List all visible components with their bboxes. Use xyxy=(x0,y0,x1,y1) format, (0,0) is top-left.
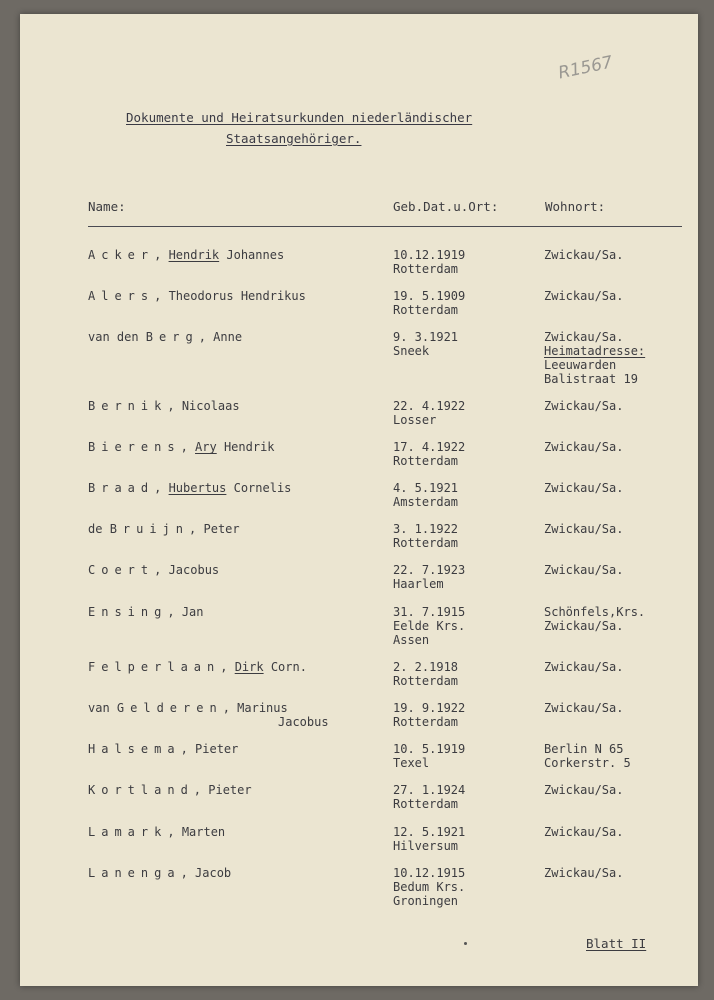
surname: Kortland xyxy=(88,783,194,797)
surname: Lamark xyxy=(88,825,168,839)
name-separator: , xyxy=(180,742,196,756)
birth-cell xyxy=(393,399,465,427)
residence-cell xyxy=(544,481,623,495)
name-cell xyxy=(88,825,278,839)
given-name-underlined: Dirk xyxy=(234,660,264,674)
name-cell xyxy=(88,522,278,536)
given-name: Corn. xyxy=(263,660,307,674)
birth-cell xyxy=(393,522,458,550)
column-header-name: Name: xyxy=(88,199,126,214)
birth-date: 12. 5.1921 xyxy=(393,825,466,839)
given-name-underlined: Hubertus xyxy=(168,481,227,495)
surname: Bierens xyxy=(88,440,181,454)
column-header-residence: Wohnort: xyxy=(545,199,606,214)
surname: Bernik xyxy=(88,399,168,413)
residence: Zwickau/Sa. xyxy=(544,330,624,344)
name-cell xyxy=(88,866,278,880)
name-cell xyxy=(88,330,278,344)
residence: Berlin N 65 xyxy=(544,742,624,756)
name-separator: , xyxy=(167,605,182,619)
birth-date: 10.12.1915 xyxy=(393,866,466,880)
name-cell xyxy=(88,783,278,797)
birth-cell xyxy=(393,440,465,468)
birth-place: Eelde Krs. xyxy=(393,619,466,633)
home-address-label: Heimatadresse: xyxy=(544,344,646,358)
surname: Berg xyxy=(145,330,199,344)
given-name: Theodorus Hendrikus xyxy=(168,289,306,303)
residence: Zwickau/Sa. xyxy=(544,866,624,880)
given-name: Hendrik xyxy=(216,440,275,454)
birth-date: 9. 3.1921 xyxy=(393,330,459,344)
birth-date: 19. 9.1922 xyxy=(393,701,466,715)
residence: Zwickau/Sa. xyxy=(544,660,624,674)
birth-date: 22. 4.1922 xyxy=(393,399,466,413)
residence-cell xyxy=(544,660,623,674)
birth-place: Sneek xyxy=(393,344,430,358)
birth-cell xyxy=(393,289,465,317)
surname: Braad xyxy=(88,481,155,495)
birth-place: Rotterdam xyxy=(393,303,459,317)
birth-cell xyxy=(393,605,465,647)
name-separator: , xyxy=(198,330,214,344)
given-name: Anne xyxy=(213,330,243,344)
birth-date: 10. 5.1919 xyxy=(393,742,466,756)
residence-cell xyxy=(544,605,645,633)
surname: Felperlaan xyxy=(88,660,221,674)
birth-date: 10.12.1919 xyxy=(393,248,466,262)
residence-cell xyxy=(544,783,623,797)
birth-place: Rotterdam xyxy=(393,536,459,550)
birth-date: 4. 5.1921 xyxy=(393,481,459,495)
name-separator: , xyxy=(193,783,209,797)
surname: Coert xyxy=(88,563,155,577)
surname: Acker xyxy=(88,248,155,262)
residence-line2: Leeuwarden xyxy=(544,358,617,372)
residence-cell xyxy=(544,440,623,454)
given-name: Jacobus xyxy=(168,563,220,577)
residence-cell xyxy=(544,866,623,880)
birth-place: Bedum Krs. xyxy=(393,880,466,894)
given-name-underlined: Hendrik xyxy=(168,248,220,262)
name-separator: , xyxy=(154,248,169,262)
name-separator: , xyxy=(154,289,169,303)
surname: Lanenga xyxy=(88,866,181,880)
birth-date: 3. 1.1922 xyxy=(393,522,459,536)
given-name: Pieter xyxy=(208,783,252,797)
birth-date: 2. 2.1918 xyxy=(393,660,459,674)
sheet-number: Blatt II xyxy=(586,936,647,951)
residence-cell xyxy=(544,522,623,536)
birth-date: 27. 1.1924 xyxy=(393,783,466,797)
birth-cell xyxy=(393,825,465,853)
given-name-underlined: Ary xyxy=(195,440,217,454)
given-name: Nicolaas xyxy=(181,399,240,413)
given-name: Pieter xyxy=(195,742,239,756)
name-separator: , xyxy=(189,522,204,536)
residence-cell xyxy=(544,399,623,413)
birth-cell xyxy=(393,660,458,688)
document-page xyxy=(20,14,698,986)
surname: Ensing xyxy=(88,605,168,619)
name-prefix: de xyxy=(88,522,110,536)
surname: Bruijn xyxy=(109,522,190,536)
name-cell xyxy=(88,440,278,454)
name-cell xyxy=(88,399,278,413)
birth-place: Amsterdam xyxy=(393,495,459,509)
residence: Zwickau/Sa. xyxy=(544,399,624,413)
residence: Zwickau/Sa. xyxy=(544,701,624,715)
birth-cell xyxy=(393,866,465,908)
residence: Zwickau/Sa. xyxy=(544,825,624,839)
residence: Zwickau/Sa. xyxy=(544,248,624,262)
birth-place: Texel xyxy=(393,756,430,770)
name-prefix: van den xyxy=(88,330,146,344)
birth-date: 22. 7.1923 xyxy=(393,563,466,577)
residence-cell xyxy=(544,742,631,770)
given-name: Jan xyxy=(181,605,204,619)
name-cell xyxy=(88,605,278,619)
surname: Gelderen xyxy=(116,701,223,715)
name-separator: , xyxy=(180,440,196,454)
name-separator: , xyxy=(167,399,182,413)
paper-mark xyxy=(464,942,467,945)
birth-cell xyxy=(393,248,465,276)
residence: Zwickau/Sa. xyxy=(544,783,624,797)
name-separator: , xyxy=(180,866,196,880)
birth-place: Haarlem xyxy=(393,577,444,591)
name-cell xyxy=(88,742,278,756)
name-cell xyxy=(88,660,307,674)
birth-place: Rotterdam xyxy=(393,715,459,729)
name-prefix: van xyxy=(88,701,117,715)
residence-cell xyxy=(544,248,623,262)
archive-stamp: R1567 xyxy=(556,52,615,84)
birth-place: Rotterdam xyxy=(393,454,459,468)
column-header-date: Geb.Dat.u.Ort: xyxy=(393,199,499,214)
residence-line2: Zwickau/Sa. xyxy=(544,619,624,633)
birth-cell xyxy=(393,742,465,770)
surname: Alers xyxy=(88,289,155,303)
residence: Zwickau/Sa. xyxy=(544,522,624,536)
residence: Zwickau/Sa. xyxy=(544,440,624,454)
birth-place: Hilversum xyxy=(393,839,459,853)
birth-date: 19. 5.1909 xyxy=(393,289,466,303)
birth-date: 17. 4.1922 xyxy=(393,440,466,454)
residence-cell xyxy=(544,825,623,839)
birth-place: Rotterdam xyxy=(393,262,459,276)
name-separator: , xyxy=(220,660,235,674)
header-divider xyxy=(88,226,682,227)
residence: Zwickau/Sa. xyxy=(544,563,624,577)
given-name: Peter xyxy=(203,522,240,536)
residence-line2: Corkerstr. 5 xyxy=(544,756,631,770)
residence-cell xyxy=(544,330,645,386)
name-separator: , xyxy=(222,701,238,715)
birth-place: Losser xyxy=(393,413,437,427)
residence-cell xyxy=(544,289,623,303)
birth-cell xyxy=(393,330,458,358)
given-name: Johannes xyxy=(219,248,285,262)
name-cell xyxy=(88,289,306,303)
document-title-line2: Staatsangehöriger. xyxy=(226,131,362,146)
birth-cell xyxy=(393,701,465,729)
surname: Halsema xyxy=(88,742,181,756)
birth-place-line2: Assen xyxy=(393,633,430,647)
given-name: Marten xyxy=(181,825,226,839)
birth-date: 31. 7.1915 xyxy=(393,605,466,619)
document-title-line1: Dokumente und Heiratsurkunden niederländischer xyxy=(126,110,473,125)
given-name: Jacob xyxy=(195,866,232,880)
residence-line3: Balistraat 19 xyxy=(544,372,638,386)
residence: Zwickau/Sa. xyxy=(544,289,624,303)
name-cell xyxy=(88,701,329,729)
birth-cell xyxy=(393,563,465,591)
residence: Zwickau/Sa. xyxy=(544,481,624,495)
name-separator: , xyxy=(154,563,169,577)
residence-cell xyxy=(544,563,623,577)
residence-cell xyxy=(544,701,623,715)
birth-cell xyxy=(393,783,465,811)
name-cell xyxy=(88,248,284,262)
name-separator: , xyxy=(167,825,182,839)
name-cell xyxy=(88,481,291,495)
given-name: Marinus xyxy=(237,701,288,715)
name-separator: , xyxy=(154,481,169,495)
birth-place-line2: Groningen xyxy=(393,894,459,908)
birth-cell xyxy=(393,481,458,509)
given-name: Cornelis xyxy=(226,481,292,495)
name-cell xyxy=(88,563,278,577)
birth-place: Rotterdam xyxy=(393,797,459,811)
residence: Schönfels,Krs. xyxy=(544,605,646,619)
birth-place: Rotterdam xyxy=(393,674,459,688)
given-name-line2: Jacobus xyxy=(278,715,329,729)
